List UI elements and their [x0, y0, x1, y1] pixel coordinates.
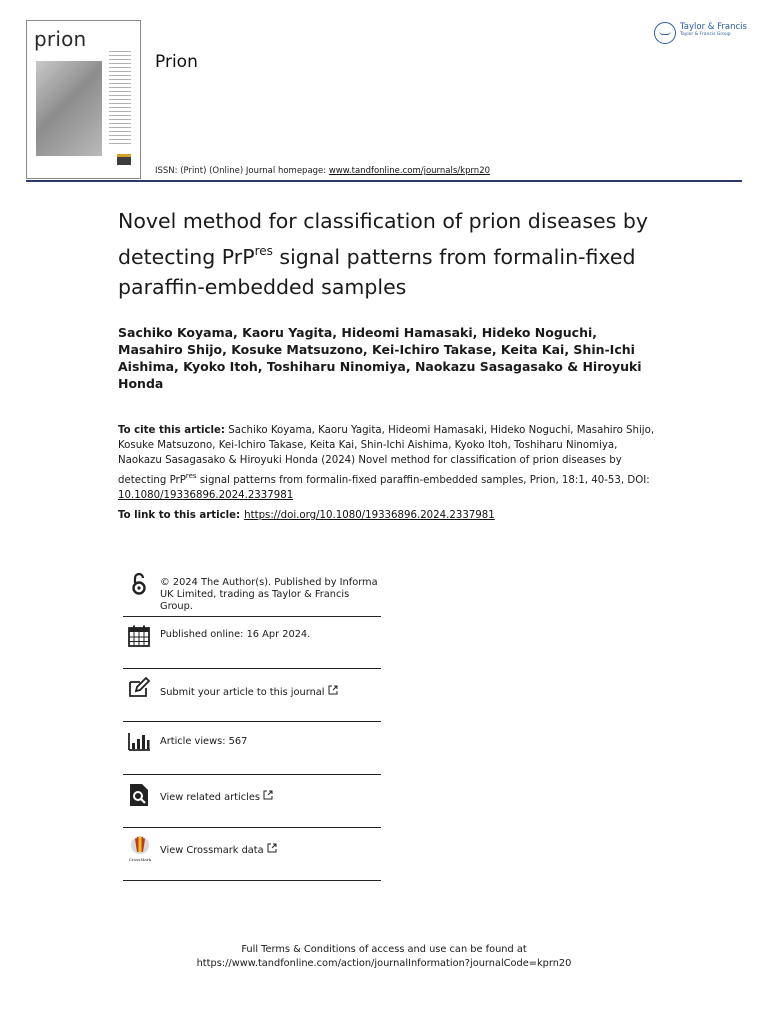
publisher-logo[interactable] — [654, 22, 747, 44]
citation-block: To cite this article: Sachiko Koyama, Kaoru Yagita, Hideomi Hamasaki, Hideko Noguchi, Masahiro Shijo, Kosuke Matsuzono, Kei-Ichiro Takase, Keita Kai, Shin-Ichi Aishima, Kyoko Itoh, Toshiharu Ninomiya, Naokazu Sasagasako & Hiroyuki Honda (2024) Novel method for classification of prion diseases by detecting PrP$^{res}$ signal patterns from formalin-fixed paraffin-embedded samples, Prion, 18:1, 40-53, DOI: 10.1080/19336896.2024.2337981 — [118, 425, 655, 501]
external-link-icon — [328, 685, 338, 695]
article-link-line — [118, 510, 495, 521]
published-date: Published online: 16 Apr 2024. — [160, 629, 311, 640]
doi-link[interactable]: 10.1080/19336896.2024.2337981 — [118, 489, 294, 501]
journal-name: Prion — [155, 52, 198, 72]
terms-footer — [0, 943, 768, 971]
issn-text: ISSN: (Print) (Online) Journal homepage: — [155, 166, 327, 176]
citation-label: To cite this article: — [118, 425, 225, 436]
article-views-row — [123, 725, 381, 773]
cover-text-lines — [109, 51, 131, 147]
issn-line — [155, 166, 490, 176]
info-divider — [123, 880, 381, 881]
link-label: To link to this article: — [118, 510, 241, 521]
submit-article-row[interactable] — [123, 672, 381, 720]
related-articles-row[interactable] — [123, 778, 381, 826]
info-divider — [123, 616, 381, 617]
journal-cover-thumbnail — [26, 20, 141, 179]
svg-text:CrossMark: CrossMark — [128, 857, 152, 862]
info-divider — [123, 774, 381, 775]
publisher-name: Taylor & Francis — [680, 22, 747, 32]
article-title: Novel method for classification of prion diseases by detecting PrP$^{res}$ signal patterns from formalin-fixed paraffin-embedded samples — [118, 209, 648, 299]
calendar-icon — [127, 624, 151, 648]
crossmark-link[interactable]: View Crossmark data — [160, 843, 382, 857]
cover-title: prion — [34, 27, 87, 51]
published-row — [123, 620, 381, 666]
edit-icon — [127, 676, 151, 700]
open-access-row — [123, 570, 381, 616]
info-divider — [123, 668, 381, 669]
copyright-text: © 2024 The Author(s). Published by Informa UK Limited, trading as Taylor & Francis Group. — [160, 577, 378, 612]
external-link-icon — [263, 790, 273, 800]
related-articles-link[interactable]: View related articles — [160, 790, 382, 804]
article-doi-url[interactable]: https://doi.org/10.1080/19336896.2024.2337981 — [244, 510, 495, 521]
submit-article-link[interactable]: Submit your article to this journal — [160, 685, 382, 699]
crossmark-row[interactable] — [123, 831, 381, 879]
publisher-group: Taylor & Francis Group — [680, 32, 731, 37]
header-divider — [26, 180, 742, 182]
terms-text: Full Terms & Conditions of access and use can be found at — [241, 944, 527, 955]
related-articles-icon — [127, 783, 151, 807]
article-views-count: Article views: 567 — [160, 736, 248, 747]
publisher-logo-icon — [654, 22, 676, 44]
open-access-icon — [127, 572, 151, 596]
info-divider — [123, 721, 381, 722]
info-divider — [123, 827, 381, 828]
journal-homepage-link[interactable]: www.tandfonline.com/journals/kprn20 — [328, 166, 491, 176]
crossmark-icon — [127, 834, 153, 864]
cover-image — [36, 61, 102, 156]
bar-chart-icon — [127, 729, 151, 753]
terms-url[interactable]: https://www.tandfonline.com/action/journalInformation?journalCode=kprn20 — [196, 958, 572, 969]
cover-publisher-badge — [117, 154, 131, 165]
external-link-icon — [267, 843, 277, 853]
article-authors: Sachiko Koyama, Kaoru Yagita, Hideomi Hamasaki, Hideko Noguchi, Masahiro Shijo, Kosuke Matsuzono, Kei-Ichiro Takase, Keita Kai, Shin-Ichi Aishima, Kyoko Itoh, Toshiharu Ninomiya, Naokazu Sasagasako & Hiroyuki Honda — [118, 325, 642, 391]
